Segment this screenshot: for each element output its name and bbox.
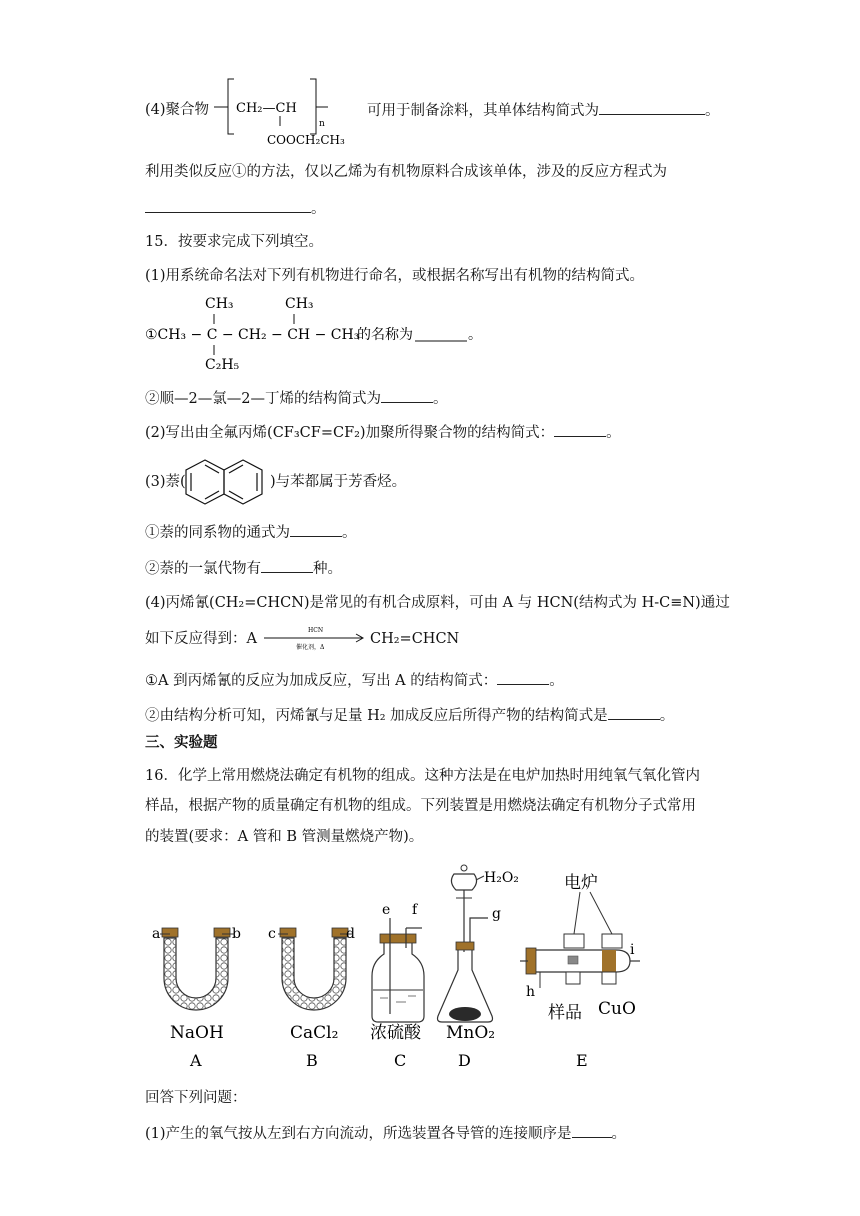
port-b: b <box>232 926 241 942</box>
naphthalene-icon <box>182 456 268 508</box>
q14-4-line2: 利用类似反应①的方法，仅以乙烯为有机物原料合成该单体，涉及的反应方程式为 <box>145 164 667 180</box>
arrow-top-label: HCN <box>308 627 324 634</box>
q14-4-suffix: 可用于制备涂料，其单体结构简式为 <box>367 103 599 119</box>
q14-4-suffix-line <box>367 100 720 121</box>
q16-answer-intro: 回答下列问题： <box>145 1090 247 1106</box>
q14-4-prefix: (4)聚合物 <box>145 102 210 118</box>
label-a: A <box>190 1051 202 1070</box>
structure-1 <box>145 292 535 376</box>
wash-bottle-c <box>370 902 424 1070</box>
q15-cis: ②顺—2—氯—2—丁烯的结构简式为 <box>145 391 381 407</box>
port-i: i <box>630 942 635 958</box>
port-h: h <box>526 984 536 1000</box>
struct1-suffix: 的名称为 <box>357 327 413 343</box>
u-tube-a <box>152 926 241 1070</box>
q15-p4-2: ②由结构分析可知，丙烯氰与足量 H₂ 加成反应后所得产物的结构简式是 <box>145 708 608 724</box>
q15-cis-end: 。 <box>432 391 448 407</box>
polymer-side: COOCH₂CH₃ <box>267 133 345 147</box>
combustion-tube-e <box>520 873 640 1070</box>
polymer-main: CH₂—CH <box>236 101 297 116</box>
struct1-top-left: CH₃ <box>205 296 234 312</box>
answer-blank[interactable] <box>261 558 313 573</box>
answer-blank[interactable] <box>608 705 660 720</box>
q15-p4-b: 如下反应得到：A <box>145 631 257 647</box>
q15-p2-line <box>145 422 621 443</box>
q16-q1: (1)产生的氧气按从左到右方向流动，所选装置各导管的连接顺序是 <box>145 1126 572 1142</box>
q15-p2-end: 。 <box>606 425 621 441</box>
q14-4-end: 。 <box>705 103 720 119</box>
q15-p4-2-line <box>145 705 674 726</box>
port-c: c <box>268 926 276 942</box>
label-c: C <box>394 1051 407 1070</box>
reagent-h2so4: 浓硫酸 <box>370 1023 421 1043</box>
port-g: g <box>492 906 501 922</box>
section-title: 三、实验题 <box>145 735 218 751</box>
reagent-naoh: NaOH <box>170 1023 224 1043</box>
q16-q1-line <box>145 1123 626 1144</box>
q16-l1: 16．化学上常用燃烧法确定有机物的组成。这种方法是在电炉加热时用纯氧气氧化管内 <box>145 768 700 784</box>
port-f: f <box>412 902 418 918</box>
q14-4-line3 <box>145 198 326 219</box>
port-a: a <box>152 926 161 942</box>
sample-label: 样品 <box>548 1003 582 1023</box>
answer-blank[interactable] <box>554 422 606 437</box>
answer-blank[interactable] <box>290 522 342 537</box>
label-b: B <box>306 1051 318 1070</box>
polymer-structure <box>210 74 360 150</box>
reagent-mno2: MnO₂ <box>446 1023 496 1043</box>
struct1-end: 。 <box>468 327 482 343</box>
q15-p3-1-line <box>145 522 357 543</box>
u-tube-b <box>268 926 355 1070</box>
answer-blank[interactable] <box>145 198 311 213</box>
reagent-cacl2: CaCl₂ <box>290 1023 339 1043</box>
arrow-bottom-label: 催化剂，Δ <box>296 644 325 651</box>
flask-d <box>438 865 519 1070</box>
q15-p4-1: ①A 到丙烯氰的反应为加成反应，写出 A 的结构简式： <box>145 673 498 689</box>
q16-q1-end: 。 <box>611 1126 627 1142</box>
q15-p4-1-line <box>145 670 564 691</box>
q15-p3-1: ①萘的同系物的通式为 <box>145 525 290 541</box>
port-e: e <box>382 902 391 918</box>
struct1-main: ①CH₃ − C − CH₂ − CH − CH₃ <box>145 327 360 343</box>
q15-p4: (4)丙烯氰(CH₂=CHCN)是常见的有机合成原料，可由 A 与 HCN(结构式为 H-C≡N)通过 <box>145 595 730 611</box>
polymer-n: n <box>319 119 325 129</box>
answer-blank[interactable] <box>572 1123 612 1138</box>
q15-p3-a: (3)萘( <box>145 474 186 490</box>
q15-p4-product: CH₂=CHCN <box>370 631 460 647</box>
q15-p1: (1)用系统命名法对下列有机物进行命名，或根据名称写出有机物的结构简式。 <box>145 268 645 284</box>
h2o2-label: H₂O₂ <box>484 870 519 886</box>
q15-p4-1-end: 。 <box>549 673 564 689</box>
answer-blank[interactable] <box>497 670 549 685</box>
q15-title: 15．按要求完成下列填空。 <box>145 234 323 250</box>
q15-cis-line <box>145 388 447 409</box>
label-d: D <box>458 1051 471 1070</box>
q14-4-line3-end: 。 <box>311 201 326 217</box>
answer-blank[interactable] <box>599 100 705 115</box>
q16-l3: 的装置(要求：A 管和 B 管测量燃烧产物)。 <box>145 829 424 845</box>
q16-l2: 样品，根据产物的质量确定有机物的组成。下列装置是用燃烧法确定有机物分子式常用 <box>145 798 696 814</box>
q15-p3-2-line <box>145 558 342 579</box>
q15-p4-2-end: 。 <box>659 708 675 724</box>
q15-p3-2b: 种。 <box>313 561 342 577</box>
q15-p3-b: )与苯都属于芳香烃。 <box>270 474 407 490</box>
q15-p3-1-end: 。 <box>342 525 357 541</box>
label-e: E <box>576 1051 588 1070</box>
reaction-arrow <box>262 624 370 654</box>
struct1-bottom: C₂H₅ <box>205 357 240 373</box>
q15-p2: (2)写出由全氟丙烯(CF₃CF=CF₂)加聚所得聚合物的结构简式： <box>145 425 555 441</box>
furnace-label: 电炉 <box>564 873 598 893</box>
q15-p3-2a: ②萘的一氯代物有 <box>145 561 261 577</box>
port-d: d <box>346 926 355 942</box>
apparatus-figure <box>140 858 660 1078</box>
answer-blank[interactable] <box>381 388 433 403</box>
cuo-label: CuO <box>598 999 636 1019</box>
struct1-top-right: CH₃ <box>285 296 314 312</box>
